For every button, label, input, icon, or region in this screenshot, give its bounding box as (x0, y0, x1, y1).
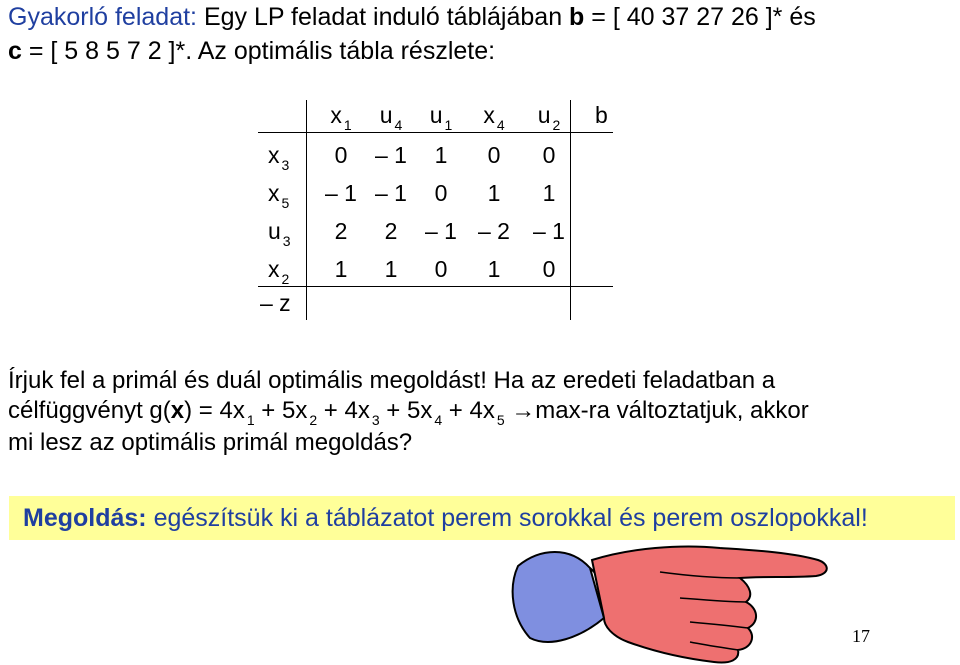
var-name: x (268, 180, 280, 206)
tableau-left-border (306, 100, 307, 320)
objective-term-5: + 4x (442, 397, 495, 424)
paragraph-line-2 (8, 396, 958, 428)
header-text-1: Egy LP feladat induló táblájában (197, 3, 570, 31)
tableau-cell: – 1 (375, 180, 407, 206)
var-name: x (268, 256, 280, 282)
tableau-cell: 0 (542, 256, 556, 282)
var-name: x (268, 142, 280, 168)
var-name: x (330, 102, 342, 128)
objective-sub-2: 2 (309, 412, 318, 428)
tableau-cell: – 1 (375, 142, 407, 168)
b-vector-symbol: b (569, 3, 585, 31)
row-label (268, 256, 289, 285)
page-number: 17 (852, 626, 870, 646)
tableau-cell: 0 (542, 142, 556, 168)
sleeve-shape (513, 552, 604, 642)
problem-paragraph (8, 366, 958, 458)
c-vector-value: = [ 5 8 5 7 2 ]*. Az optimális tábla részlete: (21, 37, 496, 65)
row-label (268, 180, 289, 209)
var-subscript: 5 (281, 195, 290, 211)
objective-sub-4: 4 (434, 412, 443, 428)
b-vector-value: = [ 40 37 27 26 ]* és (584, 3, 816, 31)
tableau-cell: – 2 (478, 218, 510, 244)
paragraph-line-1: Írjuk fel a primál és duál optimális megoldást! Ha az eredeti feladatban a (8, 367, 776, 394)
var-name: u (379, 102, 393, 128)
tableau-cell: 1 (384, 256, 398, 282)
pointing-hand-icon (500, 538, 840, 665)
header-line-1 (8, 2, 816, 32)
var-subscript: 1 (343, 117, 352, 133)
tableau-header-rule (258, 132, 613, 133)
tableau-b-border (570, 100, 571, 320)
tableau-cell: 1 (487, 256, 501, 282)
objective-term-2: + 5x (254, 397, 308, 424)
objective-sub-1: 1 (246, 412, 255, 428)
solution-text: egészítsük ki a táblázatot perem sorokkal és perem oszlopokkal! (146, 504, 868, 532)
tableau-cell: – 1 (533, 218, 565, 244)
simplex-tableau (258, 98, 618, 320)
column-header (464, 102, 524, 131)
exercise-title: Gyakorló feladat (8, 3, 191, 31)
tableau-cell: 0 (434, 256, 448, 282)
objective-term-3: + 4x (317, 397, 370, 424)
column-header (411, 102, 471, 131)
tableau-cell: 0 (434, 180, 448, 206)
z-row-label: – z (260, 290, 291, 316)
objective-tail: →max-ra változtatjuk, akkor (504, 397, 809, 424)
paragraph-line-3: mi lesz az optimális primál megoldás? (8, 429, 413, 456)
tableau-cell: 1 (434, 142, 448, 168)
var-subscript: 4 (394, 117, 403, 133)
tableau-cell: 2 (384, 218, 398, 244)
var-subscript: 3 (281, 157, 290, 173)
header-line-2 (8, 36, 495, 66)
var-subscript: 1 (444, 117, 453, 133)
solution-banner (9, 496, 955, 540)
row-label (268, 218, 291, 247)
tableau-cell: 2 (334, 218, 348, 244)
row-label (268, 142, 289, 171)
var-subscript: 3 (282, 233, 291, 249)
tableau-cell: – 1 (325, 180, 357, 206)
b-column-header: b (595, 102, 608, 128)
tableau-cell: 1 (487, 180, 501, 206)
c-vector-symbol: c (8, 37, 22, 65)
objective-term-4: + 5x (379, 397, 433, 424)
tableau-cell: 0 (334, 142, 348, 168)
var-name: u (268, 218, 281, 244)
solution-label: Megoldás: (23, 504, 147, 532)
objective-x-bold: x (170, 397, 185, 424)
objective-term-1: ) = 4x (184, 397, 245, 424)
var-subscript: 2 (281, 271, 290, 287)
tableau-cell: – 1 (425, 218, 457, 244)
objective-sub-5: 5 (496, 412, 505, 428)
var-name: u (537, 102, 551, 128)
tableau-cell: 0 (487, 142, 501, 168)
tableau-cell: 1 (542, 180, 556, 206)
tableau-cell: 1 (334, 256, 348, 282)
exercise-title-colon: : (190, 3, 197, 31)
objective-sub-3: 3 (371, 412, 380, 428)
var-subscript: 2 (552, 117, 561, 133)
objective-text: célfüggvényt g( (8, 397, 171, 424)
var-name: u (429, 102, 443, 128)
tableau-z-rule (258, 286, 613, 287)
var-subscript: 4 (496, 117, 505, 133)
var-name: x (483, 102, 495, 128)
